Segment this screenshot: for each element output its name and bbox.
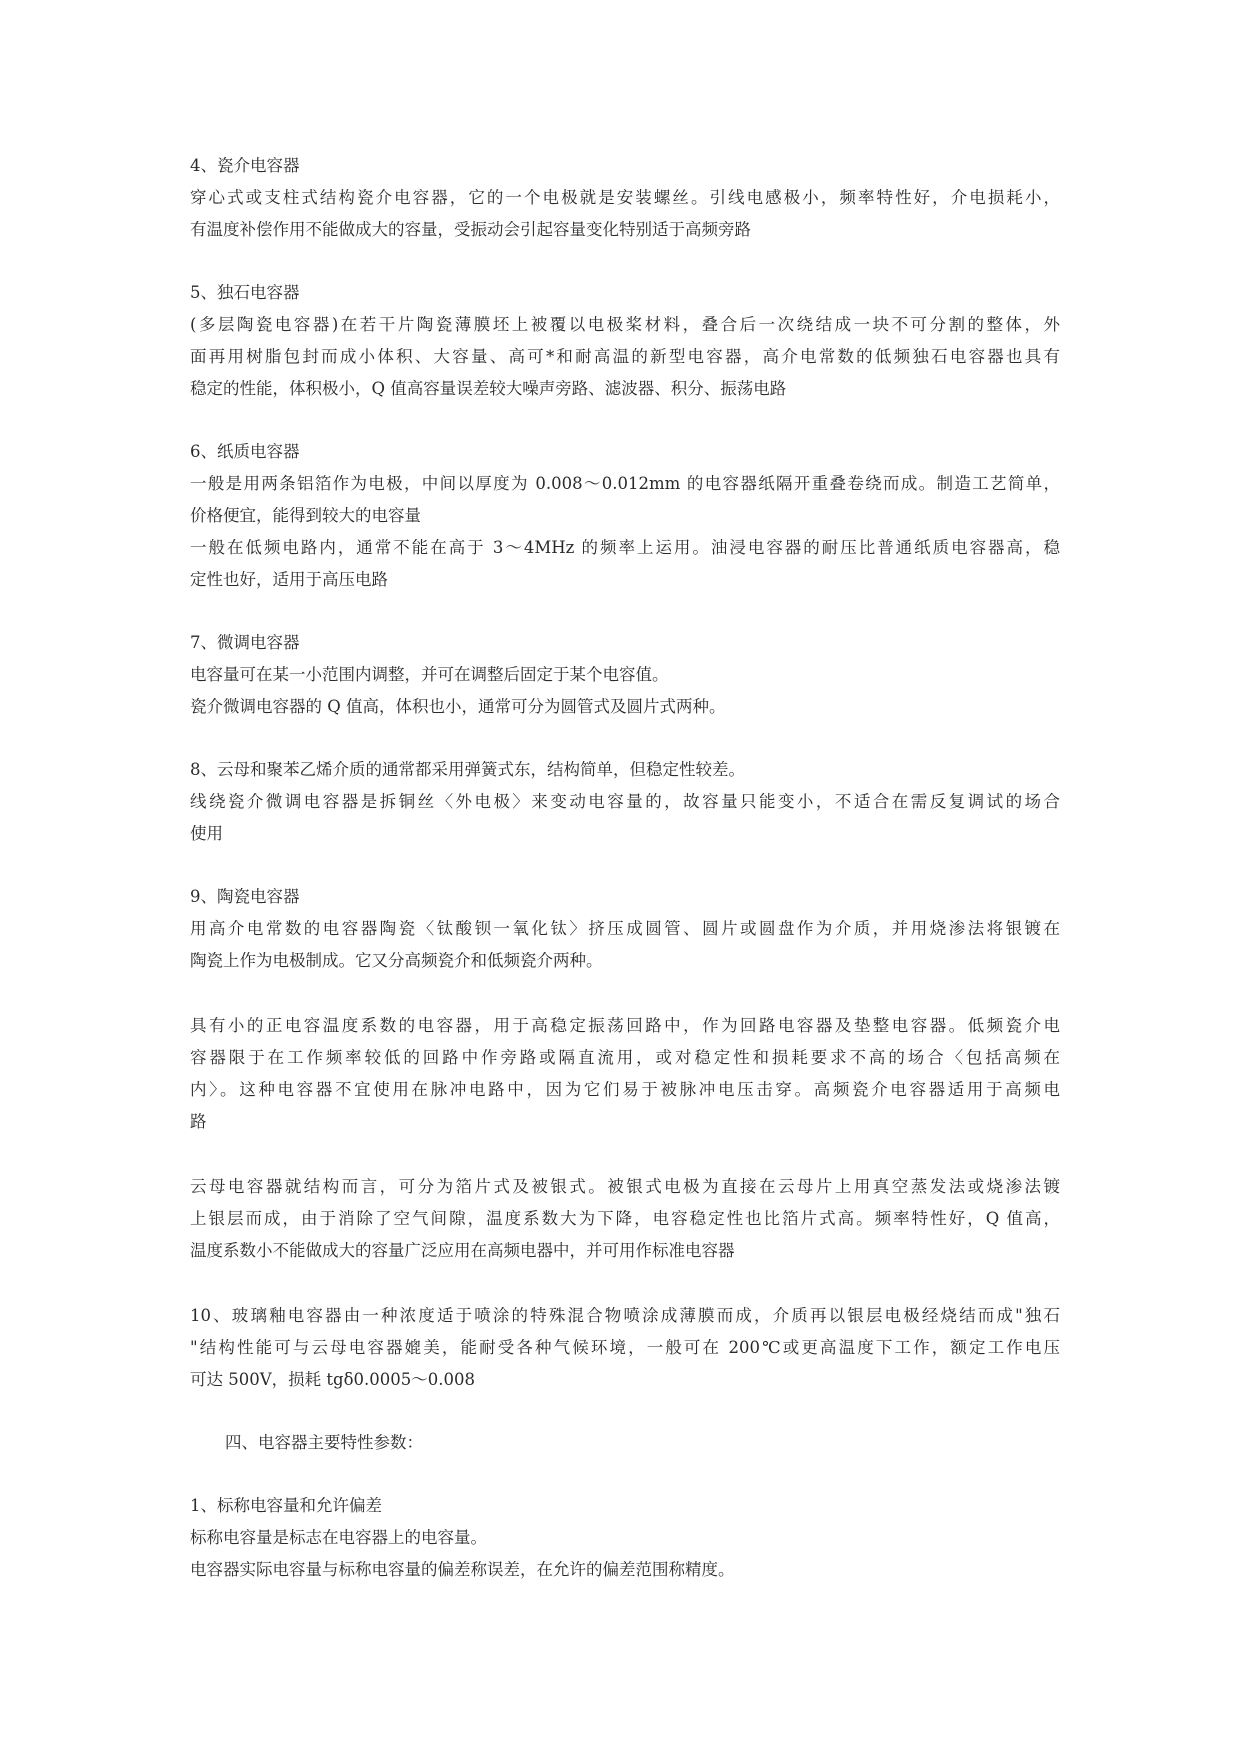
heading-monolithic-capacitor: 5、独石电容器 <box>190 283 300 302</box>
paragraph-line: 一般是用两条铝箔作为电极，中间以厚度为 0.008～0.012mm 的电容器纸隔开重叠卷绕而成。制造工艺简单， <box>190 474 1060 493</box>
paragraph-line: 具有小的正电容温度系数的电容器，用于高稳定振荡回路中，作为回路电容器及垫整电容器。低频瓷介电 <box>190 1016 1060 1035</box>
paragraph-line: 穿心式或支柱式结构瓷介电容器，它的一个电极就是安装螺丝。引线电感极小，频率特性好，介电损耗小， <box>190 188 1060 207</box>
paragraph-line: 上银层而成，由于消除了空气间隙，温度系数大为下降，电容稳定性也比箔片式高。频率特性好，Q 值高， <box>190 1209 1060 1228</box>
paragraph-gap <box>190 977 1060 1010</box>
paragraph-line: 温度系数小不能做成大的容量广泛应用在高频电器中，并可用作标准电容器 <box>190 1241 735 1260</box>
heading-ceramic-capacitor: 4、瓷介电容器 <box>190 156 300 175</box>
paragraph-gap <box>190 1396 1060 1427</box>
heading-mica-polystyrene: 8、云母和聚苯乙烯介质的通常都采用弹簧式东，结构简单，但稳定性较差。 <box>190 760 745 779</box>
paragraph-line: (多层陶瓷电容器)在若干片陶瓷薄膜坯上被覆以电极桨材料，叠合后一次绕结成一块不可分割的整体，外 <box>190 315 1060 334</box>
paragraph-line: 陶瓷上作为电极制成。它又分高频瓷介和低频瓷介两种。 <box>190 951 603 970</box>
paragraph-line: 一般在低频电路内，通常不能在高于 3～4MHz 的频率上运用。油浸电容器的耐压比普通纸质电容器高，稳 <box>190 538 1060 557</box>
paragraph-line: 电容器实际电容量与标称电容量的偏差称误差，在允许的偏差范围称精度。 <box>190 1560 735 1579</box>
paragraph-line: 标称电容量是标志在电容器上的电容量。 <box>190 1528 487 1547</box>
paragraph-gap <box>190 1459 1060 1490</box>
paragraph-gap <box>190 596 1060 627</box>
paragraph-gap <box>190 1138 1060 1171</box>
paragraph-line: 10、玻璃釉电容器由一种浓度适于喷涂的特殊混合物喷涂成薄膜而成，介质再以银层电极经烧结而成"独石 <box>190 1306 1060 1325</box>
paragraph-line: 价格便宜，能得到较大的电容量 <box>190 506 421 525</box>
document-body <box>190 150 1060 1586</box>
paragraph-line: 内〉。这种电容器不宜使用在脉冲电路中，因为它们易于被脉冲电压击穿。高频瓷介电容器适用于高频电 <box>190 1080 1060 1099</box>
paragraph-line: 用高介电常数的电容器陶瓷〈钛酸钡一氧化钛〉挤压成圆管、圆片或圆盘作为介质，并用烧渗法将银镀在 <box>190 919 1060 938</box>
paragraph-line: 容器限于在工作频率较低的回路中作旁路或隔直流用，或对稳定性和损耗要求不高的场合〈包括高频在 <box>190 1048 1060 1067</box>
heading-nominal-capacitance: 1、标称电容量和允许偏差 <box>190 1496 382 1515</box>
paragraph-gap <box>190 723 1060 754</box>
paragraph-line: 面再用树脂包封而成小体积、大容量、高可*和耐高温的新型电容器，高介电常数的低频独石电容器也具有 <box>190 347 1060 366</box>
paragraph-line: 可达 500V，损耗 tgδ0.0005～0.008 <box>190 1370 475 1389</box>
paragraph-line: 线绕瓷介微调电容器是拆铜丝〈外电极〉来变动电容量的，故容量只能变小，不适合在需反复调试的场合 <box>190 792 1060 811</box>
paragraph-line: 电容量可在某一小范围内调整，并可在调整后固定于某个电容值。 <box>190 665 669 684</box>
paragraph-line: 有温度补偿作用不能做成大的容量，受振动会引起容量变化特别适于高频旁路 <box>190 220 751 239</box>
paragraph-line: 路 <box>190 1112 207 1131</box>
paragraph-line: 定性也好，适用于高压电路 <box>190 570 388 589</box>
heading-trimmer-capacitor: 7、微调电容器 <box>190 633 300 652</box>
paragraph-gap <box>190 850 1060 881</box>
section-heading: 四、电容器主要特性参数： <box>225 1433 423 1452</box>
paragraph-line: "结构性能可与云母电容器媲美，能耐受各种气候环境，一般可在 200℃或更高温度下工作，额定工作电压 <box>190 1338 1060 1357</box>
paragraph-gap <box>190 246 1060 277</box>
paragraph-line: 使用 <box>190 824 223 843</box>
paragraph-line: 稳定的性能，体积极小，Q 值高容量误差较大噪声旁路、滤波器、积分、振荡电路 <box>190 379 787 398</box>
paragraph-line: 云母电容器就结构而言，可分为箔片式及被银式。被银式电极为直接在云母片上用真空蒸发法或烧渗法镀 <box>190 1177 1060 1196</box>
paragraph-gap <box>190 405 1060 436</box>
paragraph-line: 瓷介微调电容器的 Q 值高，体积也小，通常可分为圆管式及圆片式两种。 <box>190 697 726 716</box>
heading-porcelain-capacitor: 9、陶瓷电容器 <box>190 887 300 906</box>
heading-paper-capacitor: 6、纸质电容器 <box>190 442 300 461</box>
paragraph-gap <box>190 1267 1060 1300</box>
